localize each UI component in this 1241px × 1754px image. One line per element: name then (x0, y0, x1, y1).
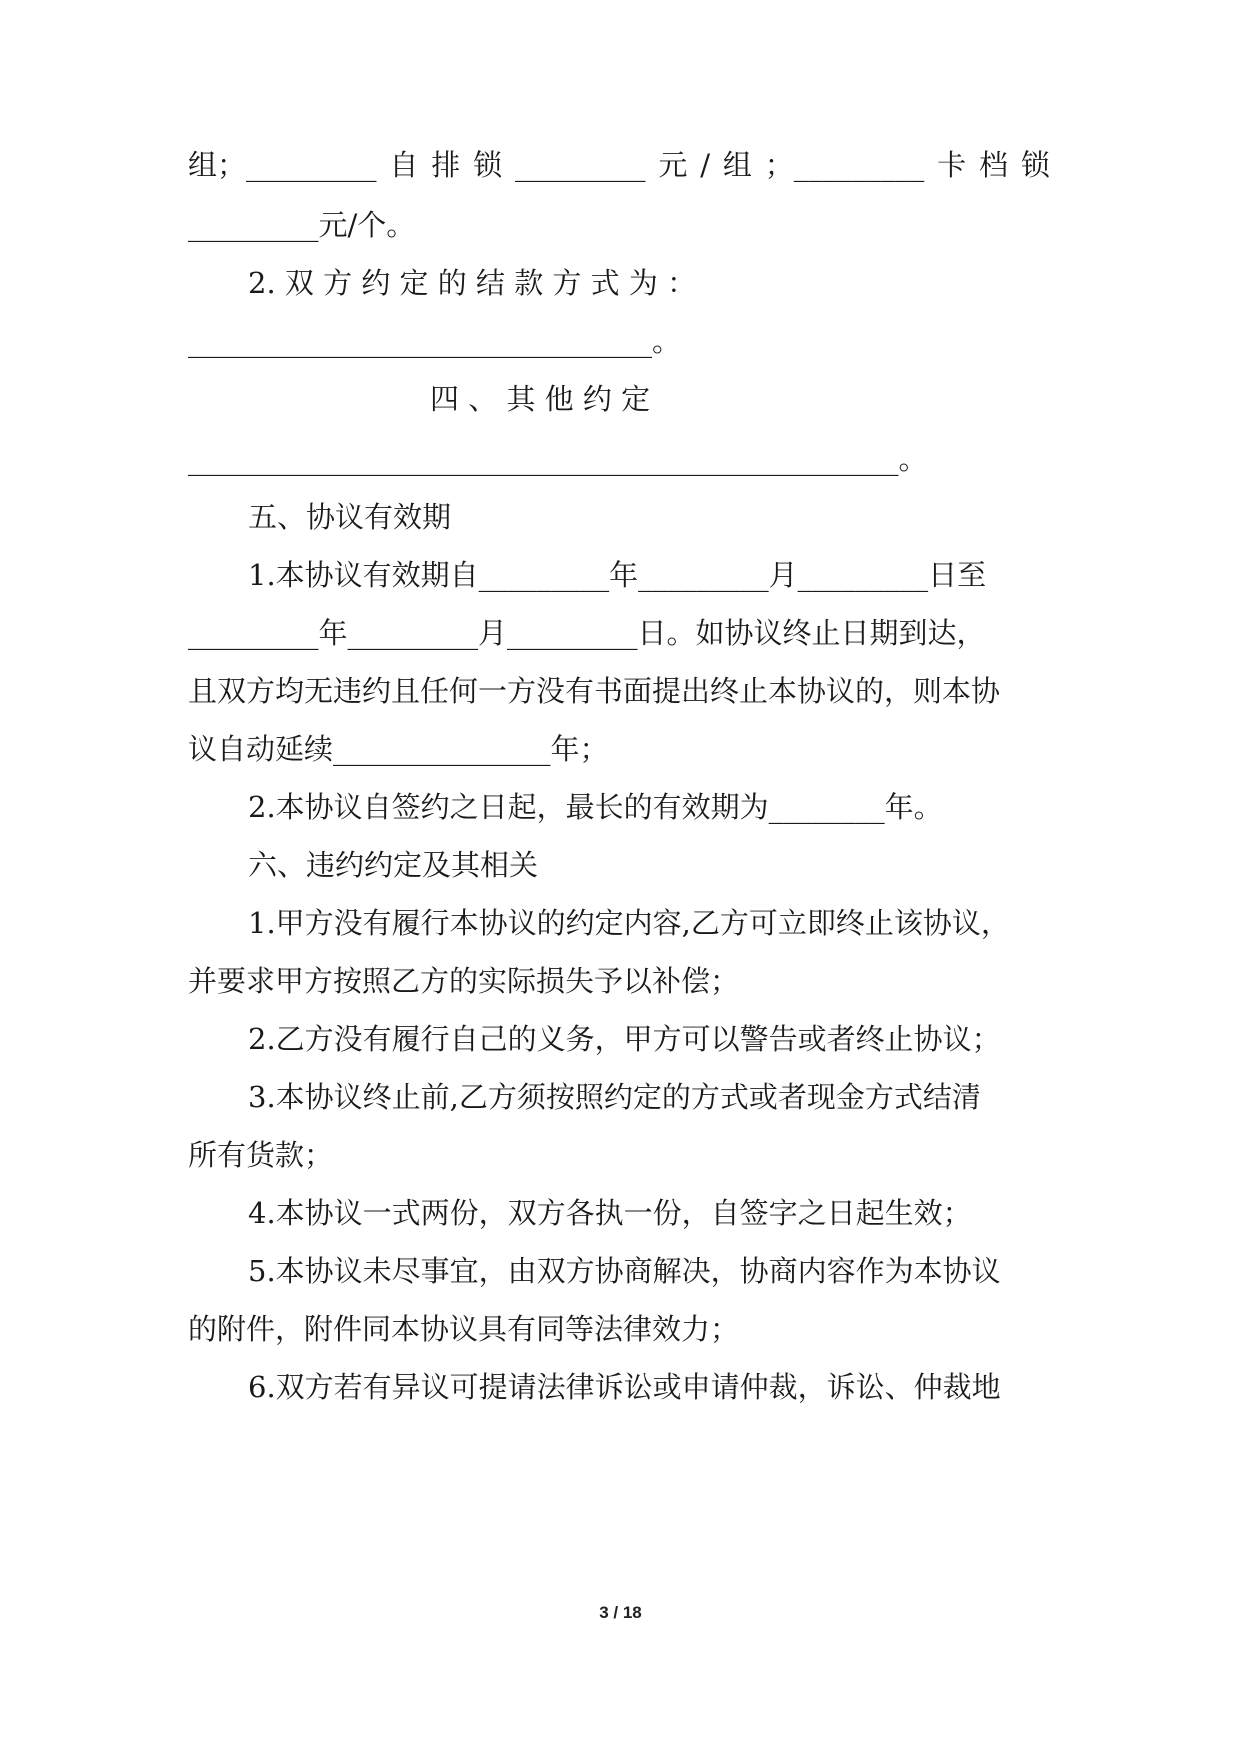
text-line-1-content-token: 自 (389, 148, 419, 182)
text-line-1-content-token: 元 (658, 148, 688, 182)
text-line-3-content: 2. 双 方 约 定 的 结 款 方 式 为 ： (248, 266, 697, 300)
text-line-1-content-token: 卡 (937, 148, 967, 182)
text-line-1-content-token: ；_________ (764, 148, 925, 182)
text-line-9: _________年_________月_________日。如协议终止日期到达， (188, 616, 986, 650)
text-line-20: 5.本协议未尽事宜，由双方协商解决，协商内容作为本协议 (248, 1254, 1001, 1288)
page-number: 3 / 18 (599, 1603, 642, 1622)
text-line-10: 且双方均无违约且任何一方没有书面提出终止本协议的，则本协 (188, 674, 1001, 708)
text-line-2: _________元/个。 (188, 208, 416, 242)
text-line-16: 2.乙方没有履行自己的义务，甲方可以警告或者终止协议； (248, 1022, 1001, 1056)
text-line-11: 议自动延续_______________年； (188, 732, 609, 766)
text-line-1-content-token: 排 (431, 148, 461, 182)
text-line-1-content-token: / (700, 148, 711, 182)
text-line-18: 所有货款； (188, 1138, 334, 1172)
text-line-8: 1.本协议有效期自_________年_________月_________日至 (248, 558, 987, 592)
text-line-1 (188, 143, 1050, 187)
text-line-1-content-token: 组 (722, 148, 752, 182)
text-line-6: _________________________________________________。 (188, 442, 928, 476)
text-line-21: 的附件，附件同本协议具有同等法律效力； (188, 1312, 740, 1346)
text-line-1-content-token: 锁 (1020, 148, 1050, 182)
text-line-19: 4.本协议一式两份，双方各执一份，自签字之日起生效； (248, 1196, 972, 1230)
section-heading-5: 五、协议有效期 (248, 500, 452, 534)
text-line-1-content-token: 档 (979, 148, 1009, 182)
text-line-1-content-token: 锁 (473, 148, 503, 182)
text-line-4: ________________________________。 (188, 324, 682, 358)
text-line-22: 6.双方若有异议可提请法律诉讼或申请仲裁，诉讼、仲裁地 (248, 1370, 1001, 1404)
text-line-15: 并要求甲方按照乙方的实际损失予以补偿； (188, 964, 740, 998)
text-line-17: 3.本协议终止前,乙方须按照约定的方式或者现金方式结清 (248, 1080, 981, 1114)
text-line-12: 2.本协议自签约之日起，最长的有效期为________年。 (248, 790, 943, 824)
section-heading-4-content: 四 、 其 他 约 定 (430, 382, 651, 416)
text-line-3 (248, 261, 1050, 305)
section-heading-4 (430, 377, 1050, 421)
text-line-1-content-token: _________ (515, 148, 646, 182)
text-line-14: 1.甲方没有履行本协议的约定内容,乙方可立即终止该协议， (248, 906, 1010, 940)
text-line-1-content-token: 组；_________ (188, 148, 377, 182)
section-heading-6: 六、违约约定及其相关 (248, 848, 539, 882)
